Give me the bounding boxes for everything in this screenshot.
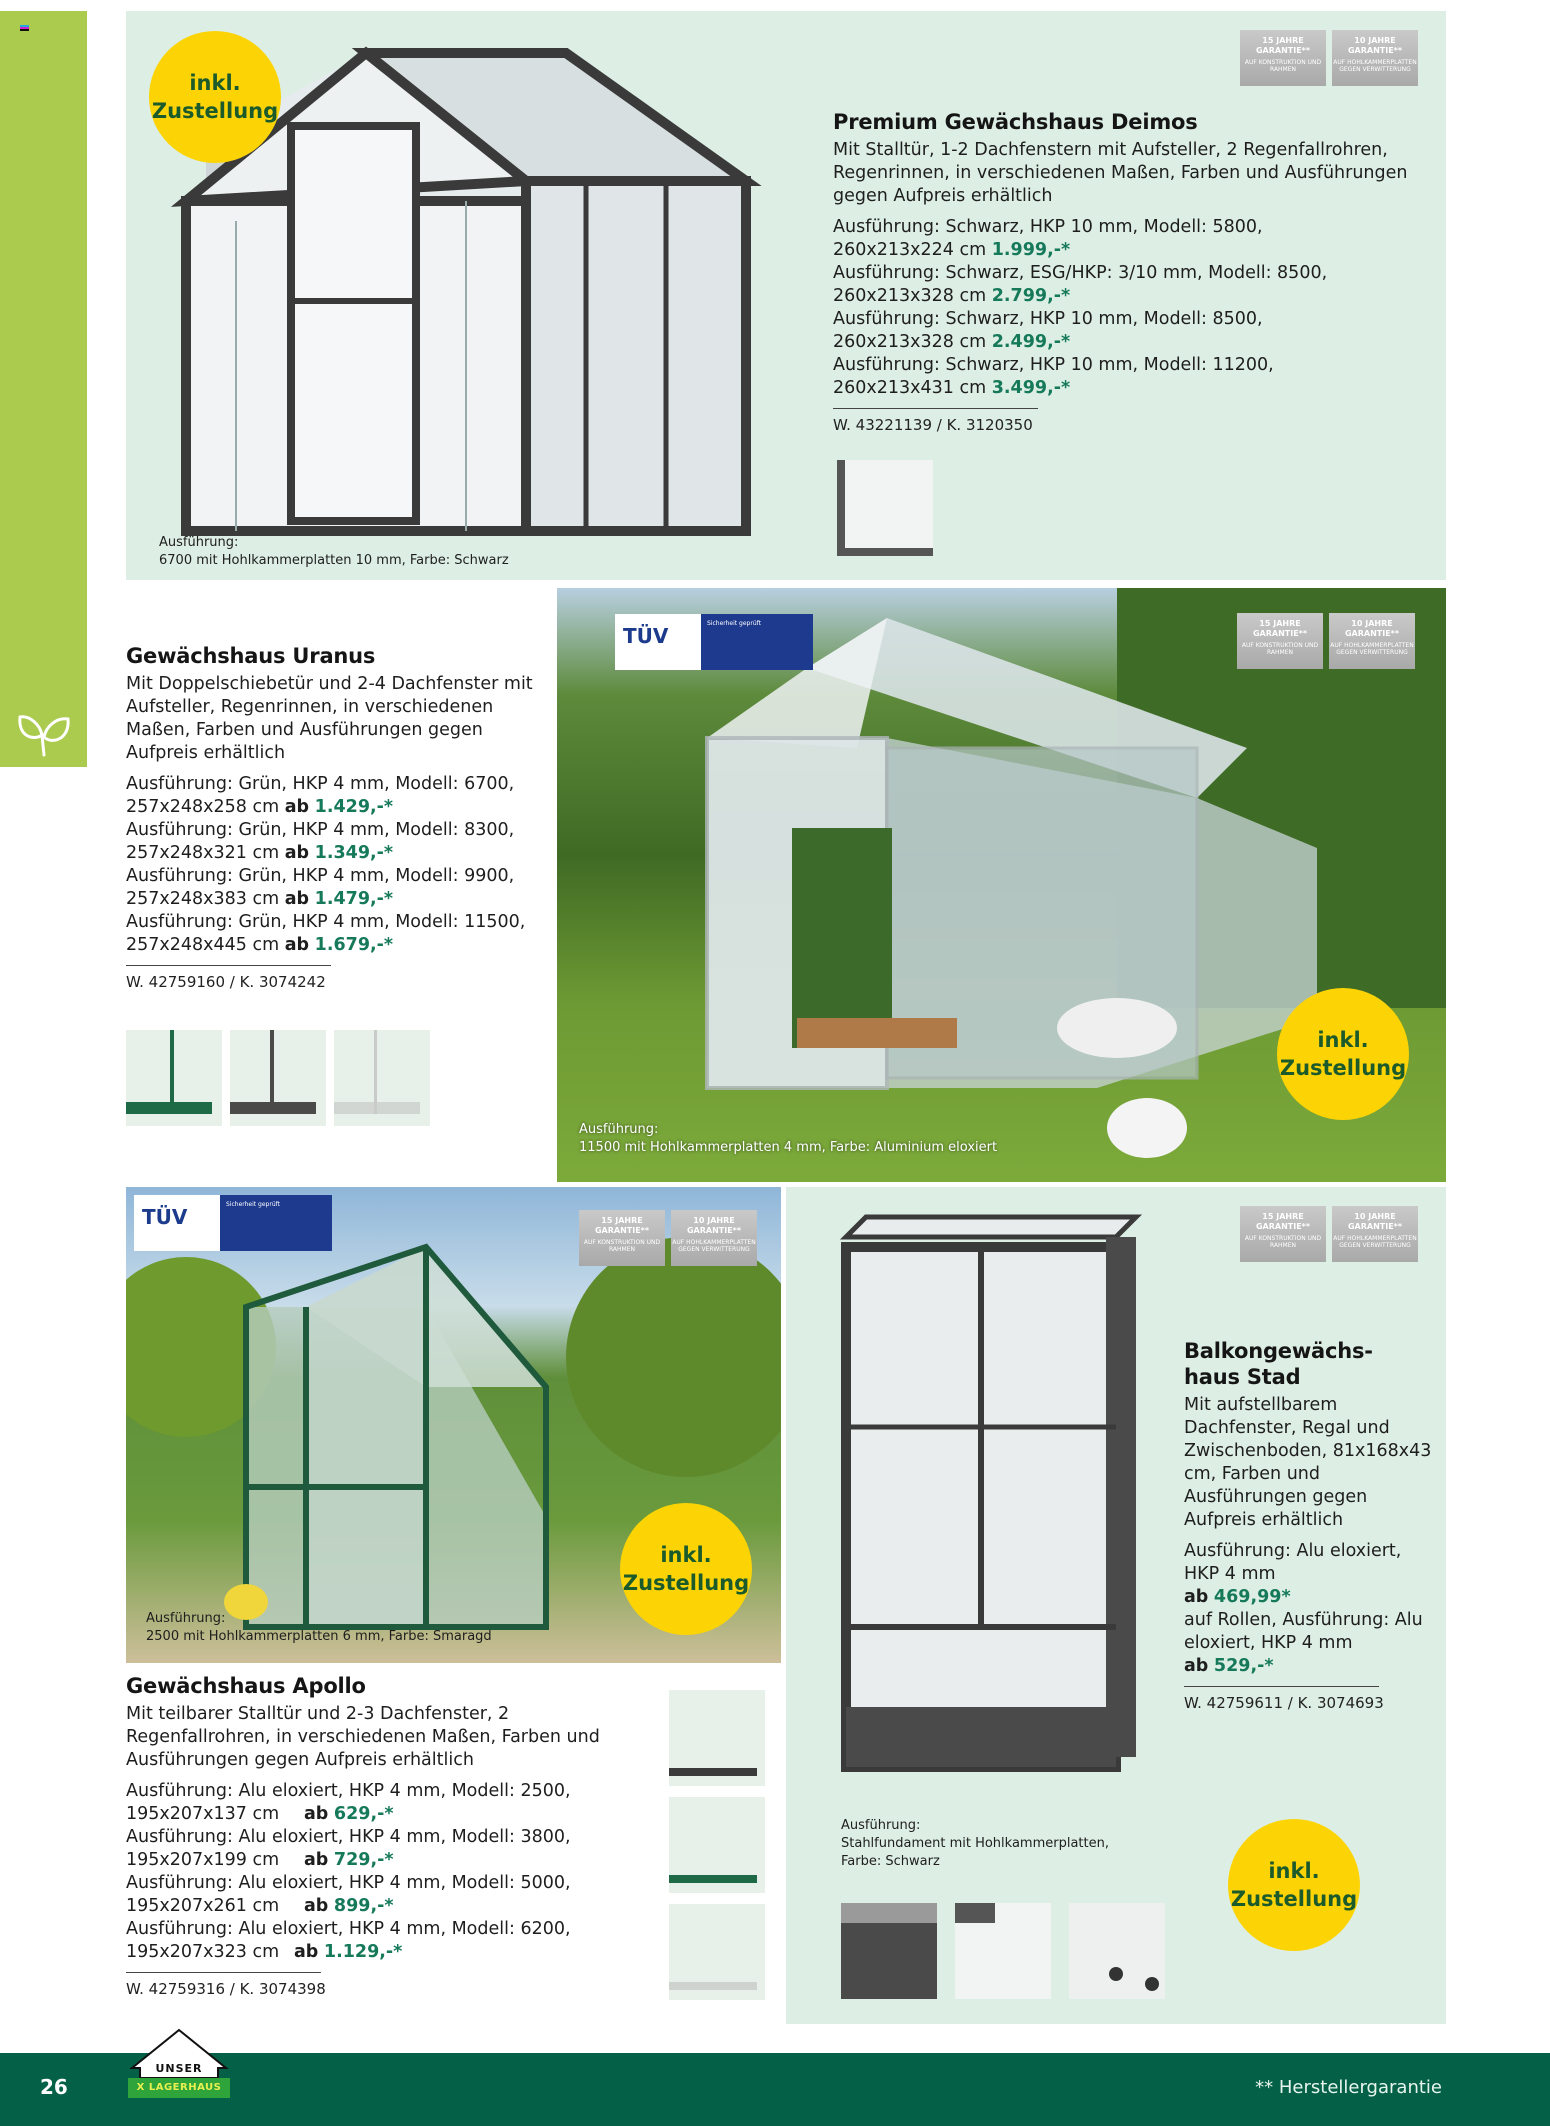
price: 1.479,-* <box>314 889 394 909</box>
product-description: Mit teilbarer Stalltür und 2-3 Dachfenster, 2 Regenfallrohren, in verschiedenen Maßen, Farben und Ausführungen gegen Aufpreis erhältlich <box>126 1704 600 1770</box>
guarantee-10-years: 10 JAHRE GARANTIE** AUF HOHLKAMMERPLATTEN GEGEN VERWITTERUNG <box>1329 613 1415 669</box>
tuv-certification-seal: TÜV Sicherheit geprüft <box>134 1195 332 1251</box>
variant-list <box>1184 1540 1434 1678</box>
divider <box>1184 1686 1379 1687</box>
price: 1.429,-* <box>314 797 394 817</box>
price: 2.799,-* <box>991 286 1071 306</box>
tuv-certification-seal: TÜV Sicherheit geprüft <box>615 614 813 670</box>
uranus-swatch-anthracite[interactable] <box>230 1030 326 1126</box>
guarantee-15-years: 15 JAHRE GARANTIE** AUF KONSTRUKTION UND RAHMEN <box>579 1210 665 1266</box>
price: 2.499,-* <box>991 332 1071 352</box>
variant-item: Ausführung: Grün, HKP 4 mm, Modell: 8300, 257x248x321 cm ab 1.349,-* <box>126 820 515 863</box>
variant-item: Ausführung: Alu eloxiert, HKP 4 mm, Modell: 6200, 195x207x323 cm ab 1.129,-* <box>126 1919 571 1962</box>
variant-item: auf Rollen, Ausführung: Alu eloxiert, HKP 4 mm ab 529,-* <box>1184 1610 1423 1676</box>
article-number: W. 42759611 / K. 3074693 <box>1184 1694 1384 1712</box>
guarantee-15-years: 15 JAHRE GARANTIE** AUF KONSTRUKTION UND RAHMEN <box>1240 1206 1326 1262</box>
variant-item: Ausführung: Grün, HKP 4 mm, Modell: 11500, 257x248x445 cm ab 1.679,-* <box>126 912 526 955</box>
apollo-variant-thumbnail-3[interactable] <box>669 1904 765 2000</box>
variant-item: Ausführung: Grün, HKP 4 mm, Modell: 9900, 257x248x383 cm ab 1.479,-* <box>126 866 515 909</box>
variant-item: Ausführung: Schwarz, HKP 10 mm, Modell: 5800, 260x213x224 cm 1.999,-* <box>833 217 1263 260</box>
stad-variant-thumbnail-wheels[interactable] <box>1069 1903 1165 1999</box>
color-marker-icon <box>20 25 29 31</box>
image-caption: Ausführung: 2500 mit Hohlkammerplatten 6 mm, Farbe: Smaragd <box>146 1611 492 1644</box>
uranus-product-photo <box>557 588 1446 1182</box>
stad-variant-thumbnail-white[interactable] <box>955 1903 1051 1999</box>
guarantee-15-years: 15 JAHRE GARANTIE** AUF KONSTRUKTION UND RAHMEN <box>1240 30 1326 86</box>
price: 1.129,-* <box>323 1942 403 1962</box>
stad-product-image <box>836 1207 1166 1807</box>
apollo-variant-thumbnail-1[interactable] <box>669 1690 765 1786</box>
article-number: W. 43221139 / K. 3120350 <box>833 416 1033 434</box>
guarantee-labels <box>1240 30 1418 86</box>
price: 899,-* <box>333 1896 394 1916</box>
price: 629,-* <box>333 1804 394 1824</box>
product-title: Gewächshaus Uranus <box>126 644 376 668</box>
warranty-footnote: ** Herstellergarantie <box>1255 2077 1442 2098</box>
product-panel-stad <box>786 1187 1446 2024</box>
variant-list <box>126 1780 656 1964</box>
article-number: W. 42759316 / K. 3074398 <box>126 1980 326 1998</box>
price: 1.349,-* <box>314 843 394 863</box>
image-caption: Ausführung: 6700 mit Hohlkammerplatten 10 mm, Farbe: Schwarz <box>159 535 509 568</box>
variant-item: Ausführung: Alu eloxiert, HKP 4 mm ab 469,99* <box>1184 1541 1402 1607</box>
apollo-variant-thumbnail-2[interactable] <box>669 1797 765 1893</box>
uranus-swatch-aluminium[interactable] <box>334 1030 430 1126</box>
page-number: 26 <box>40 2075 68 2099</box>
delivery-badge: inkl. Zustellung <box>1277 988 1409 1120</box>
image-caption: Ausführung: 11500 mit Hohlkammerplatten 4 mm, Farbe: Aluminium eloxiert <box>579 1122 998 1155</box>
variant-item: Ausführung: Schwarz, ESG/HKP: 3/10 mm, Modell: 8500, 260x213x328 cm 2.799,-* <box>833 263 1328 306</box>
guarantee-labels <box>1237 613 1415 669</box>
divider <box>833 408 1038 409</box>
variant-item: Ausführung: Schwarz, HKP 10 mm, Modell: 8500, 260x213x328 cm 2.499,-* <box>833 309 1263 352</box>
variant-item: Ausführung: Alu eloxiert, HKP 4 mm, Modell: 2500, 195x207x137 cm ab 629,-* <box>126 1781 571 1824</box>
image-caption: Ausführung: Stahlfundament mit Hohlkammerplatten, Farbe: Schwarz <box>841 1818 1109 1869</box>
product-description: Mit aufstellbarem Dachfenster, Regal und Zwischenboden, 81x168x43 cm, Farben und Ausführungen gegen Aufpreis erhältlich <box>1184 1395 1432 1530</box>
product-title: Balkongewächs- haus Stad <box>1184 1339 1373 1389</box>
product-panel-deimos <box>126 11 1446 580</box>
price: 729,-* <box>333 1850 394 1870</box>
price: 3.499,-* <box>991 378 1071 398</box>
divider <box>126 965 331 966</box>
lagerhaus-logo[interactable]: UNSER X LAGERHAUS <box>128 2028 230 2100</box>
price: 1.679,-* <box>314 935 394 955</box>
stad-info <box>1184 1338 1434 1713</box>
guarantee-labels <box>579 1210 757 1266</box>
plant-leaf-icon <box>14 707 72 757</box>
product-description: Mit Stalltür, 1-2 Dachfenstern mit Aufsteller, 2 Regenfallrohren, Regenrinnen, in verschiedenen Maßen, Farben und Ausführungen gegen Aufpreis erhältlich <box>833 140 1408 206</box>
variant-list <box>126 773 546 957</box>
delivery-badge: inkl. Zustellung <box>1228 1819 1360 1951</box>
uranus-info <box>126 643 546 992</box>
deimos-variant-thumbnail[interactable] <box>837 460 933 556</box>
divider <box>126 1972 321 1973</box>
guarantee-10-years: 10 JAHRE GARANTIE** AUF HOHLKAMMERPLATTEN GEGEN VERWITTERUNG <box>1332 1206 1418 1262</box>
variant-list <box>833 216 1433 400</box>
article-number: W. 42759160 / K. 3074242 <box>126 973 326 991</box>
product-title: Gewächshaus Apollo <box>126 1674 366 1698</box>
guarantee-10-years: 10 JAHRE GARANTIE** AUF HOHLKAMMERPLATTEN GEGEN VERWITTERUNG <box>1332 30 1418 86</box>
product-description: Mit Doppelschiebetür und 2-4 Dachfenster mit Aufsteller, Regenrinnen, in verschiedenen Maßen, Farben und Ausführungen gegen Aufpreis erhältlich <box>126 674 533 763</box>
guarantee-labels <box>1240 1206 1418 1262</box>
variant-item: Ausführung: Alu eloxiert, HKP 4 mm, Modell: 3800, 195x207x199 cm ab 729,-* <box>126 1827 571 1870</box>
variant-item: Ausführung: Alu eloxiert, HKP 4 mm, Modell: 5000, 195x207x261 cm ab 899,-* <box>126 1873 571 1916</box>
guarantee-15-years: 15 JAHRE GARANTIE** AUF KONSTRUKTION UND RAHMEN <box>1237 613 1323 669</box>
stad-variant-thumbnail-black[interactable] <box>841 1903 937 1999</box>
variant-item: Ausführung: Schwarz, HKP 10 mm, Modell: 11200, 260x213x431 cm 3.499,-* <box>833 355 1274 398</box>
price: 529,-* <box>1213 1656 1274 1676</box>
deimos-info <box>833 109 1433 435</box>
delivery-badge: inkl. Zustellung <box>620 1503 752 1635</box>
delivery-badge: inkl. Zustellung <box>149 31 281 163</box>
category-sidebar <box>0 11 87 767</box>
apollo-info <box>126 1673 656 1999</box>
price: 469,99* <box>1213 1587 1291 1607</box>
apollo-product-photo <box>126 1187 781 1663</box>
guarantee-10-years: 10 JAHRE GARANTIE** AUF HOHLKAMMERPLATTEN GEGEN VERWITTERUNG <box>671 1210 757 1266</box>
product-title: Premium Gewächshaus Deimos <box>833 110 1198 134</box>
uranus-swatch-green[interactable] <box>126 1030 222 1126</box>
variant-item: Ausführung: Grün, HKP 4 mm, Modell: 6700, 257x248x258 cm ab 1.429,-* <box>126 774 515 817</box>
price: 1.999,-* <box>991 240 1071 260</box>
